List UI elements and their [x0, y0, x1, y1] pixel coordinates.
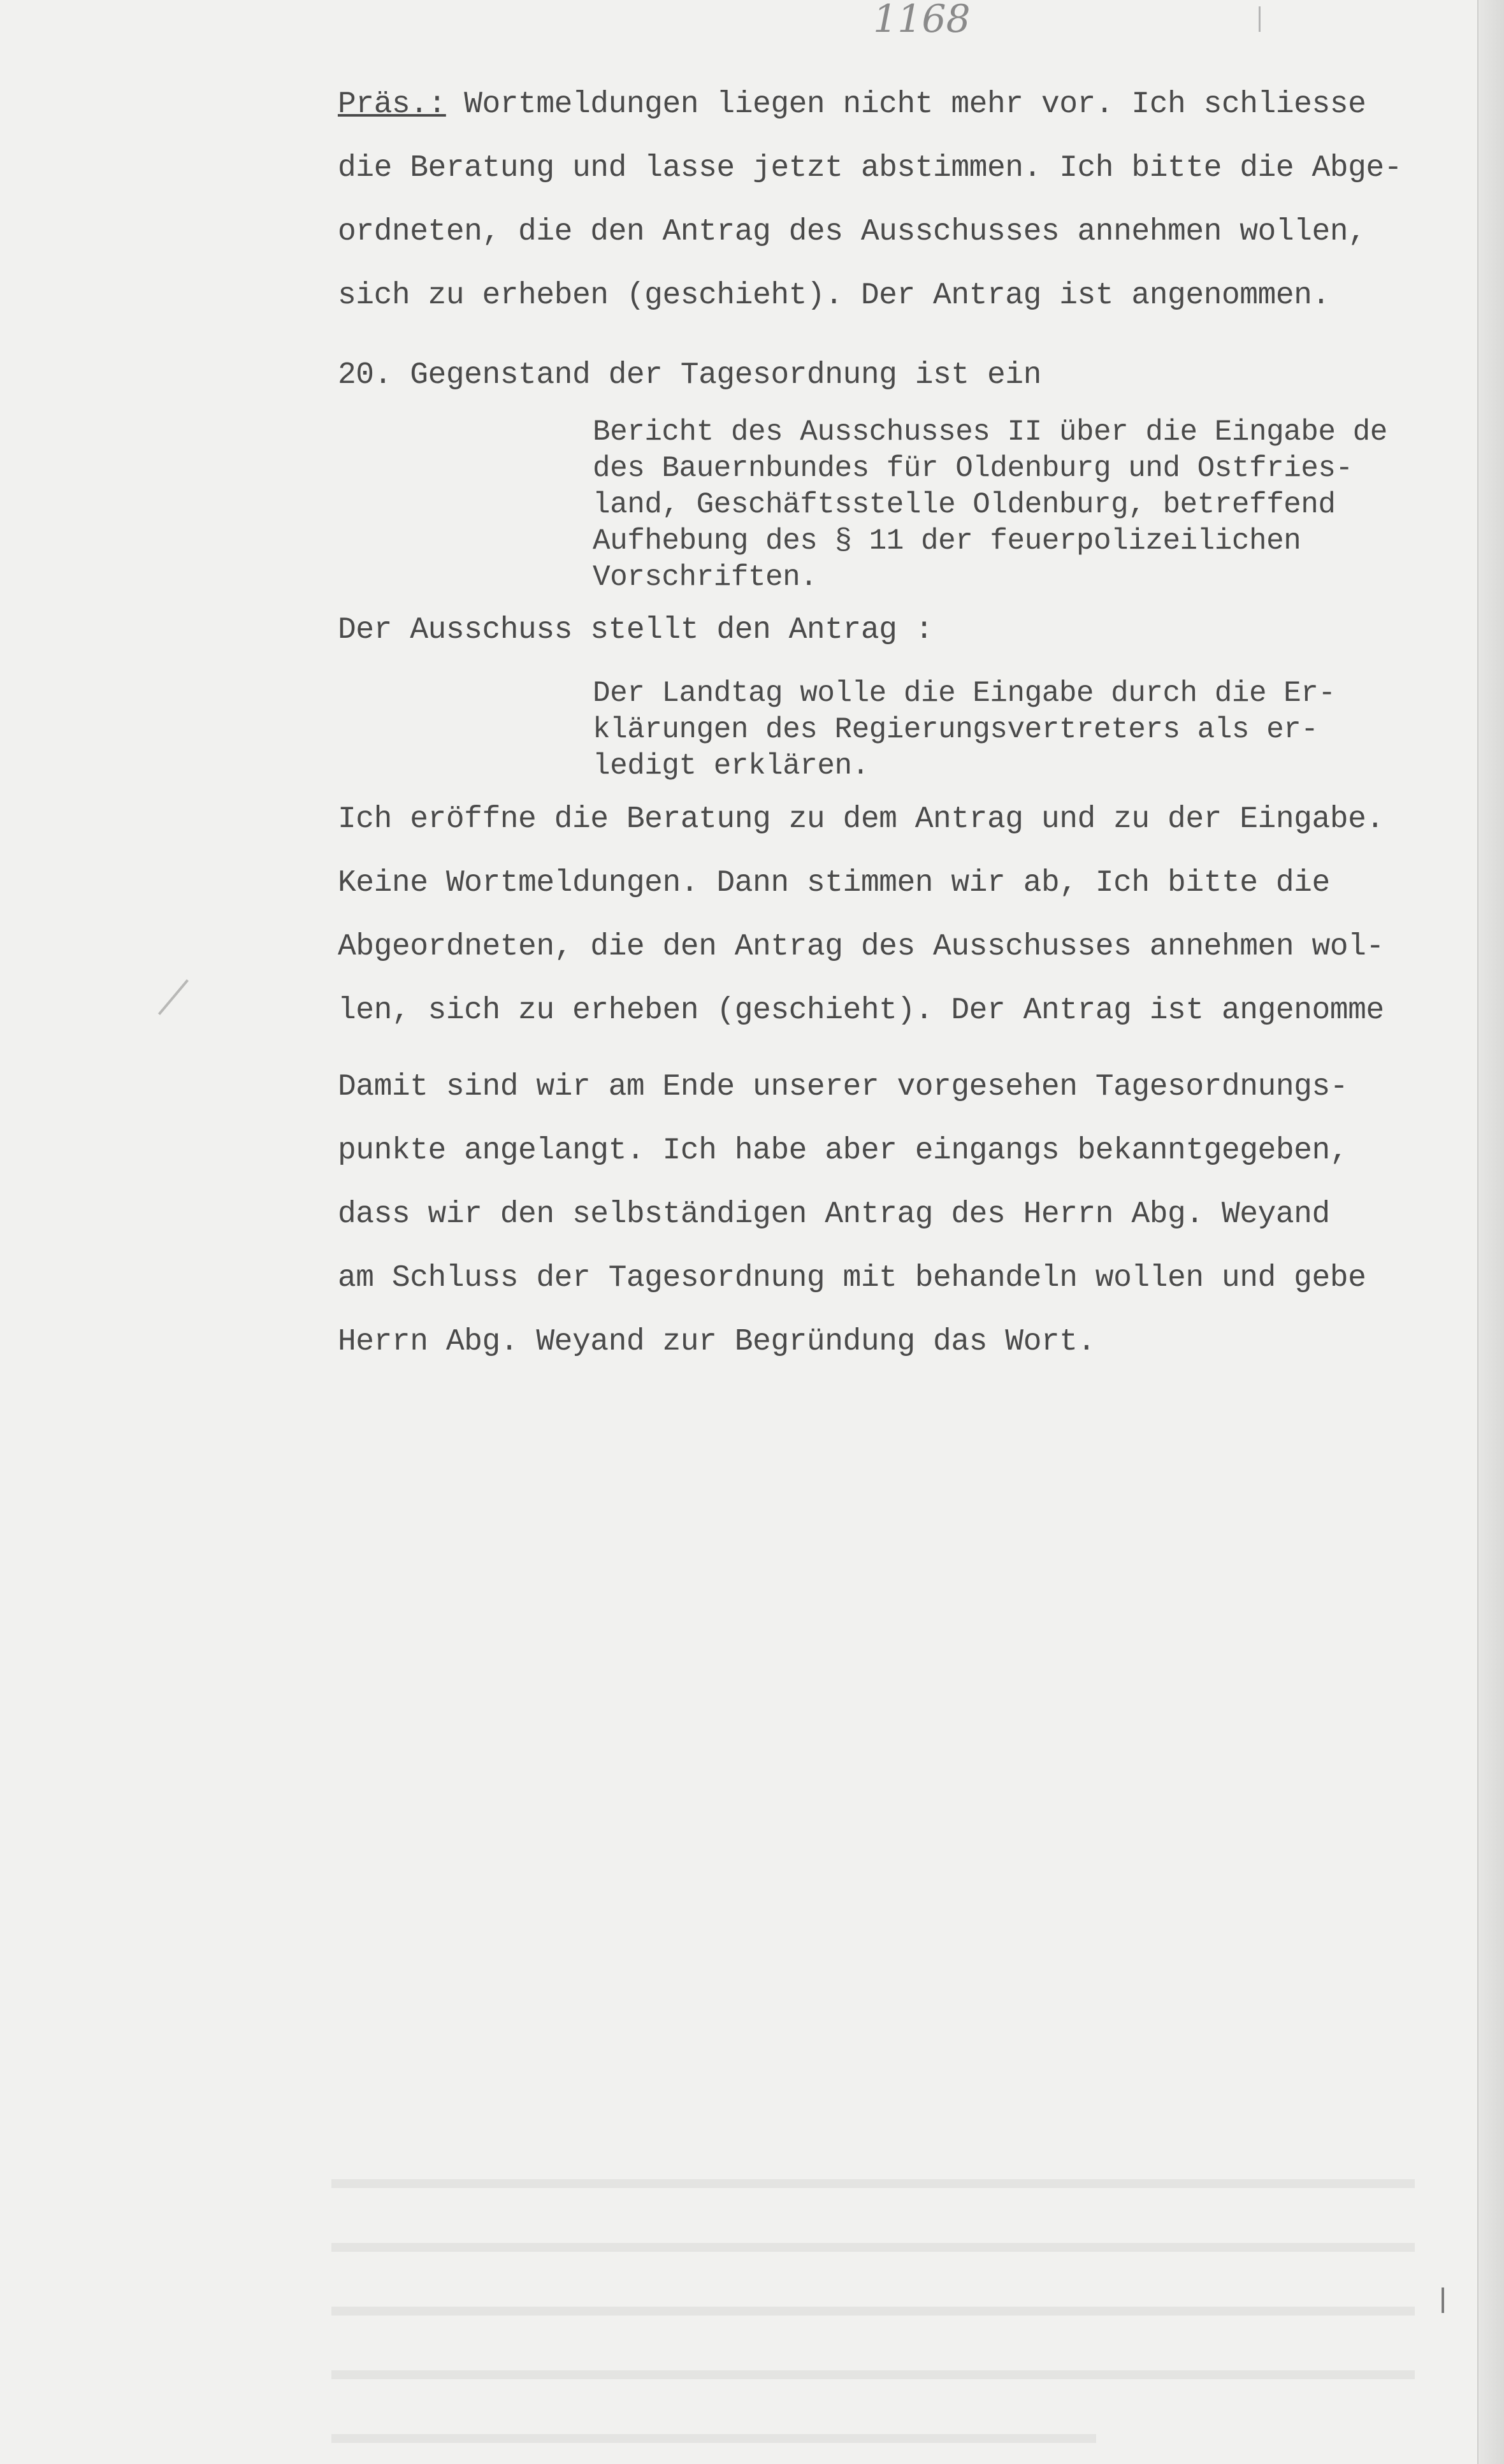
vote-line-1: Ich eröffne die Beratung zu dem Antrag und zu der Eingabe. — [338, 802, 1384, 837]
bleed-through-smudge — [331, 2434, 1096, 2443]
motion-text-line-2: klärungen des Regierungsvertreters als er- — [593, 713, 1319, 746]
motion-intro: Der Ausschuss stellt den Antrag : — [338, 613, 934, 647]
bracket-mark — [1442, 2287, 1444, 2313]
motion-text-line-1: Der Landtag wolle die Eingabe durch die Er- — [593, 677, 1336, 710]
bleed-through-smudge — [331, 2179, 1415, 2188]
report-title-line-2: des Bauernbundes für Oldenburg und Ostfries- — [593, 452, 1353, 485]
closing-line-3: dass wir den selbständigen Antrag des Herrn Abg. Weyand — [338, 1197, 1330, 1232]
margin-pencil-mark — [158, 979, 189, 1015]
vote-line-4: len, sich zu erheben (geschieht). Der Antrag ist angenomme — [338, 993, 1384, 1028]
closing-line-1: Damit sind wir am Ende unserer vorgesehen Tagesordnungs- — [338, 1070, 1349, 1104]
page-folio: 1168 — [873, 0, 971, 41]
motion-text-line-3: ledigt erklären. — [593, 749, 869, 782]
closing-line-2: punkte angelangt. Ich habe aber eingangs bekanntgegeben, — [338, 1134, 1349, 1168]
closing-line-4: am Schluss der Tagesordnung mit behandeln wollen und gebe — [338, 1261, 1366, 1295]
report-title-line-1: Bericht des Ausschusses II über die Eingabe de — [593, 415, 1387, 449]
bleed-through-smudge — [331, 2370, 1415, 2379]
president-statement-line-3: ordneten, die den Antrag des Ausschusses annehmen wollen, — [338, 215, 1366, 249]
president-statement-line-4: sich zu erheben (geschieht). Der Antrag ist angenommen. — [338, 278, 1330, 313]
speaker-label: Präs.: — [338, 87, 446, 122]
agenda-item-20-heading: 20. Gegenstand der Tagesordnung ist ein — [338, 358, 1041, 393]
margin-tick — [1259, 6, 1261, 32]
report-title-line-4: Aufhebung des § 11 der feuerpolizeilichen — [593, 524, 1301, 558]
bleed-through-smudge — [331, 2243, 1415, 2252]
vote-line-2: Keine Wortmeldungen. Dann stimmen wir ab, Ich bitte die — [338, 866, 1330, 900]
page-edge — [1477, 0, 1504, 2464]
vote-line-3: Abgeordneten, die den Antrag des Ausschusses annehmen wol- — [338, 930, 1384, 964]
closing-line-5: Herrn Abg. Weyand zur Begründung das Wort. — [338, 1325, 1095, 1359]
bleed-through-smudge — [331, 2307, 1415, 2316]
president-statement-line-2: die Beratung und lasse jetzt abstimmen. Ich bitte die Abge- — [338, 151, 1402, 185]
president-statement-line-1: Präs.: Wortmeldungen liegen nicht mehr vor. Ich schliesse — [338, 87, 1366, 122]
report-title-line-3: land, Geschäftsstelle Oldenburg, betreffend — [593, 488, 1336, 521]
report-title-line-5: Vorschriften. — [593, 561, 818, 594]
